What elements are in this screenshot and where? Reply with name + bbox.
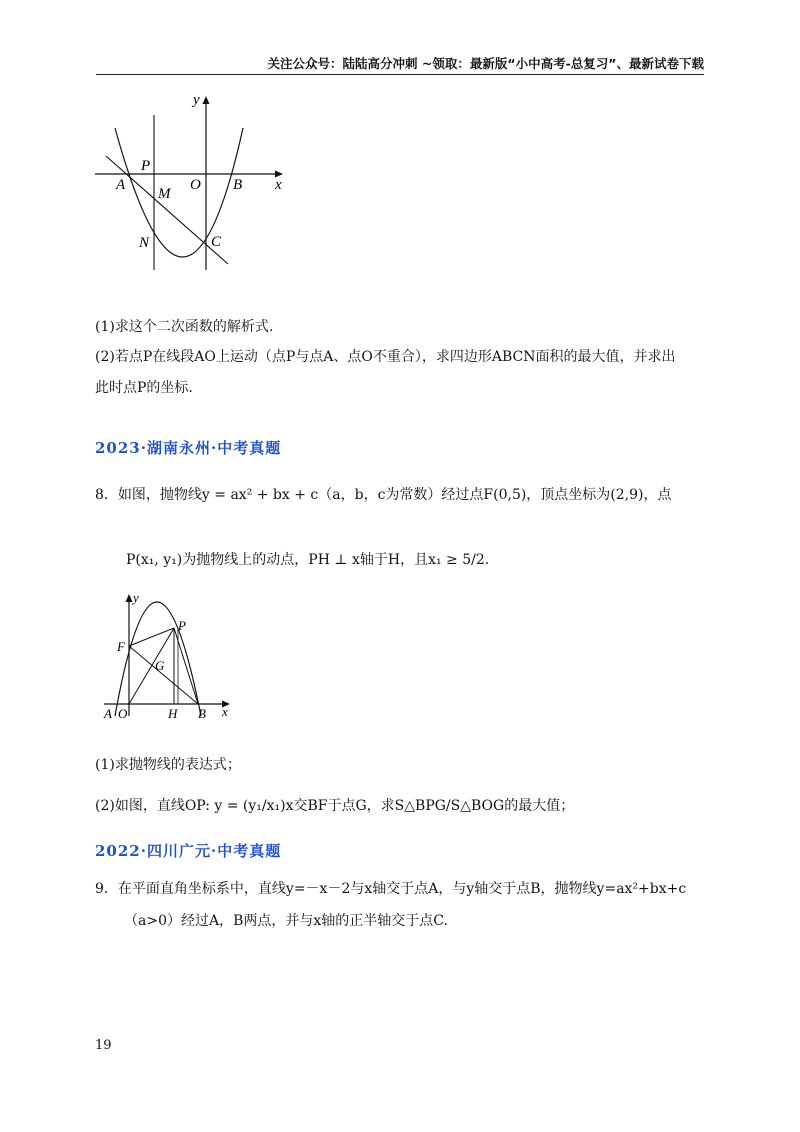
- y-axis-arrow: [203, 96, 210, 104]
- q7-part1: (1)求这个二次函数的解析式.: [95, 319, 274, 335]
- label-a: A: [104, 706, 112, 721]
- section-title-2022: 2022·四川广元·中考真题: [95, 842, 282, 860]
- q7-part2-line1: (2)若点P在线段AO上运动（点P与点A、点O不重合），求四边形ABCN面积的最大值，并求出: [95, 349, 676, 365]
- header-rule: [96, 74, 704, 75]
- q8-part1: (1)求抛物线的表达式；: [95, 757, 241, 773]
- label-g: G: [155, 658, 165, 673]
- figure-parabola-1: [92, 88, 312, 288]
- segment-fb: [129, 646, 198, 704]
- label-b: B: [233, 177, 243, 193]
- label-m: M: [158, 186, 171, 202]
- label-c: C: [211, 234, 222, 250]
- section-title-2023: 2023·湖南永州·中考真题: [95, 439, 282, 457]
- label-a: A: [116, 177, 126, 193]
- q8-line2: P(x₁, y₁)为抛物线上的动点，PH ⊥ x轴于H，且x₁ ≥ 5/2.: [126, 552, 490, 568]
- label-n: N: [139, 235, 150, 251]
- q8-part2: (2)如图，直线OP: y = (y₁/x₁)x交BF于点G，求S△BPG/S△BOG的最大值；: [95, 798, 575, 814]
- q9-line2: （a>0）经过A，B两点，并与x轴的正半轴交于点C.: [124, 913, 448, 929]
- label-p: P: [141, 158, 151, 174]
- label-b: B: [198, 706, 206, 721]
- label-p: P: [178, 618, 186, 633]
- segment-op: [129, 628, 174, 704]
- figure-parabola-2: [100, 588, 250, 723]
- label-o: O: [118, 706, 128, 721]
- label-o: O: [190, 177, 201, 193]
- label-f: F: [117, 639, 125, 654]
- q7-part2-line2: 此时点P的坐标.: [95, 380, 193, 396]
- q9-line1: 9．在平面直角坐标系中，直线y=－x－2与x轴交于点A，与y轴交于点B，抛物线y=ax²+bx+c: [95, 881, 687, 897]
- label-y: y: [193, 92, 200, 108]
- label-x: x: [222, 704, 228, 719]
- q8-line1: 8．如图，抛物线y = ax² + bx + c（a，b，c为常数）经过点F(0,5)，顶点坐标为(2,9)，点: [95, 487, 672, 503]
- parabola-curve: [115, 128, 243, 257]
- page-header: 关注公众号：陆陆高分冲刺 ~领取：最新版“小中高考-总复习”、最新试卷下载: [267, 56, 704, 71]
- y-axis-arrow: [126, 594, 133, 602]
- label-y: y: [133, 590, 139, 605]
- page-number: 19: [95, 1038, 112, 1053]
- line-ac: [106, 156, 228, 264]
- label-h: H: [168, 706, 178, 721]
- label-x: x: [275, 177, 282, 193]
